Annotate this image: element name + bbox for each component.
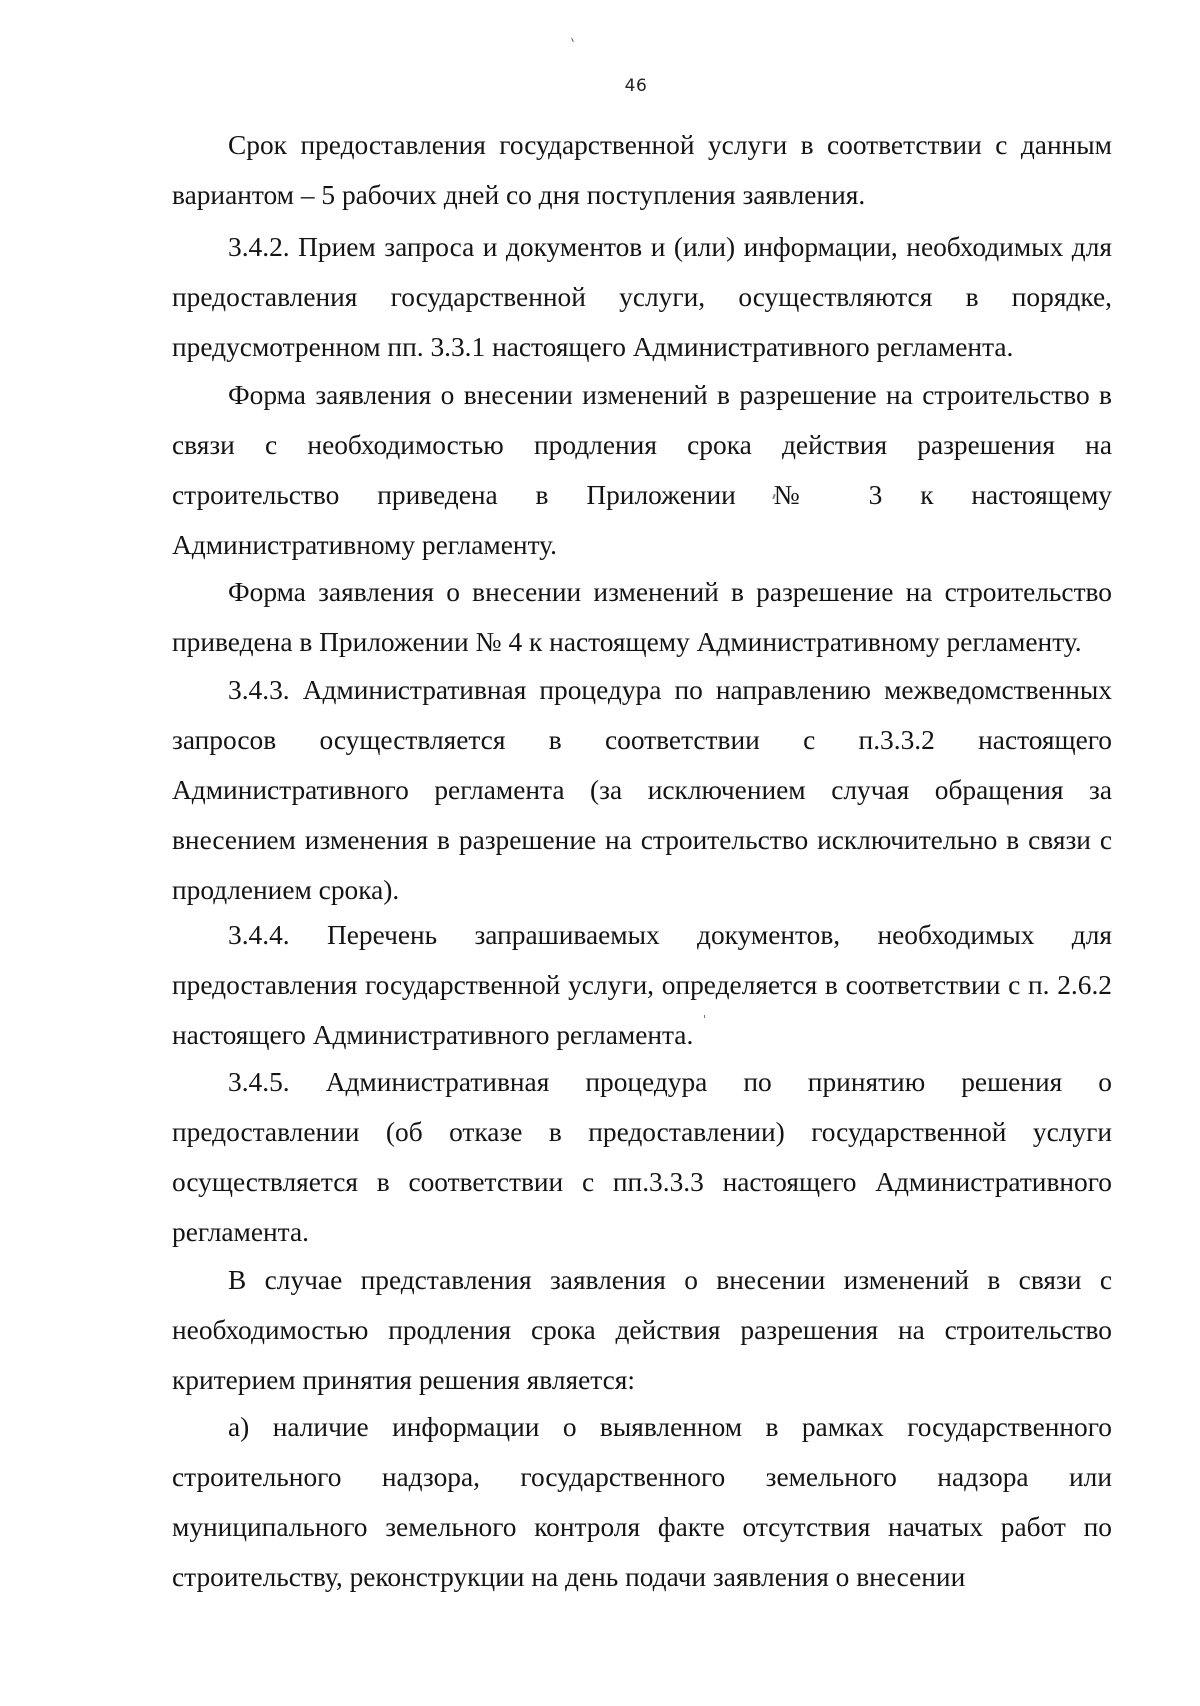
scan-artifact xyxy=(571,38,574,42)
paragraph-3-4-4: 3.4.4. Перечень запрашиваемых документов, необходимых для предоставления государственной услуги, определяется в соответствии с п. 2.6.2 настоящего Административного регламента. xyxy=(172,920,1112,1050)
paragraph-3-4-5: 3.4.5. Административная процедура по принятию решения о предоставлении (об отказе в предоставлении) государственной услуги осуществляется в соответствии с пп.3.3.3 настоящего Административного регламента. xyxy=(172,1067,1112,1247)
paragraph-decision-criterion: В случае представления заявления о внесении изменений в связи с необходимостью продления срока действия разрешения на строительство критерием принятия решения является: xyxy=(172,1265,1112,1395)
paragraph-service-term: Срок предоставления государственной услуги в соответствии с данным вариантом – 5 рабочих дней со дня поступления заявления. xyxy=(172,130,1112,210)
paragraph-item-a: а) наличие информации о выявленном в рамках государственного строительного надзора, государственного земельного надзора или муниципального земельного контроля факте отсутствия начатых работ по строительству, реконструкции на день подачи заявления о внесении xyxy=(172,1412,1112,1592)
page-number: 46 xyxy=(624,76,648,96)
paragraph-3-4-2: 3.4.2. Прием запроса и документов и (или) информации, необходимых для предоставления государственной услуги, осуществляются в порядке, предусмотренном пп. 3.3.1 настоящего Административного регламента. xyxy=(172,232,1112,362)
paragraph-3-4-3: 3.4.3. Административная процедура по направлению межведомственных запросов осуществляется в соответствии с п.3.3.2 настоящего Административного регламента (за исключением случая обращения за внесением изменения в разрешение на строительство исключительно в связи с продлением срока). xyxy=(172,675,1112,905)
paragraph-form-appendix-4: Форма заявления о внесении изменений в разрешение на строительство приведена в Приложении № 4 к настоящему Административному регламенту. xyxy=(172,577,1112,657)
paragraph-form-appendix-3: Форма заявления о внесении изменений в разрешение на строительство в связи с необходимостью продления срока действия разрешения на строительство приведена в Приложении № 3 к настоящему Административному регламенту. xyxy=(172,380,1112,560)
